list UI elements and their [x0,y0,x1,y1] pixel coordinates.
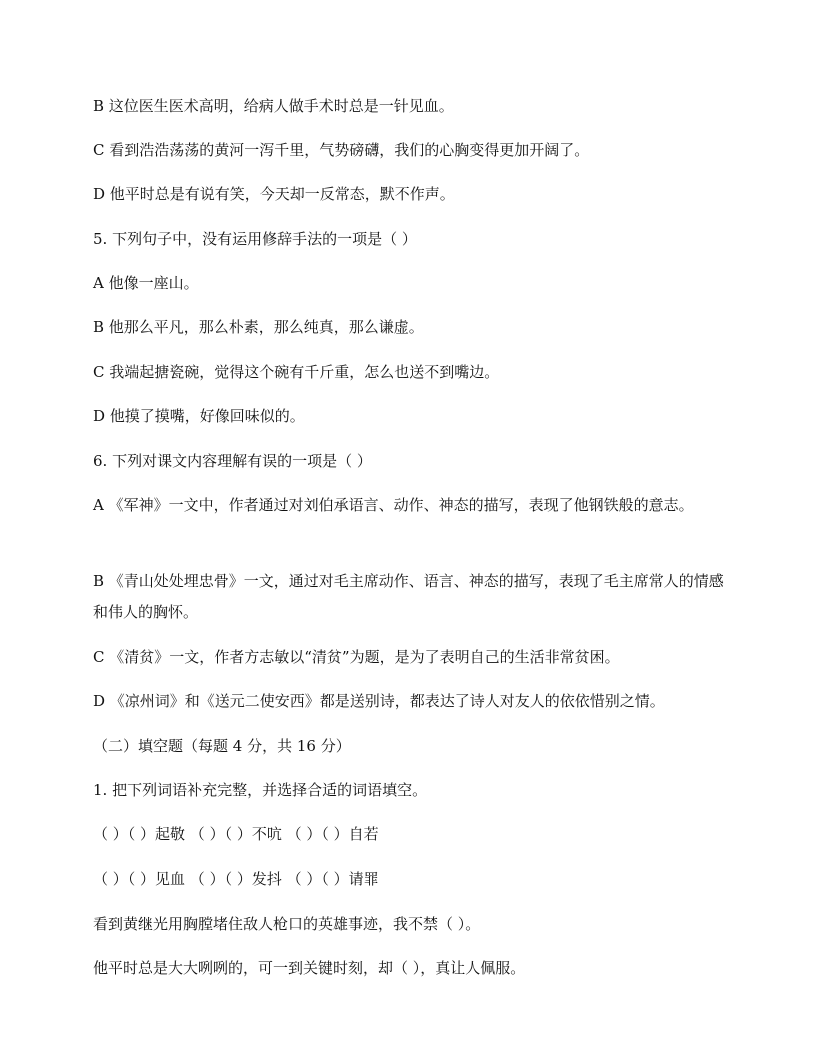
section-fill-blank-heading: （二）填空题（每题 4 分，共 16 分） [93,737,351,755]
q5-option-c: C 我端起搪瓷碗，觉得这个碗有千斤重，怎么也送不到嘴边。 [93,363,500,381]
q6-option-c: C 《清贫》一文，作者方志敏以“清贫”为题，是为了表明自己的生活非常贫困。 [93,648,620,666]
q5-option-d: D 他摸了摸嘴，好像回味似的。 [93,407,305,425]
word-blanks-row-1: （ ）（ ）起敬 （ ）（ ）不吭 （ ）（ ）自若 [93,825,379,843]
option-b-doctor: B 这位医生医术高明，给病人做手术时总是一针见血。 [93,97,454,115]
q6-option-b: B 《青山处处埋忠骨》一文，通过对毛主席动作、语言、神态的描写，表现了毛主席常人的情感和伟人的胸怀。 [93,572,724,621]
q6-option-a: A 《军神》一文中，作者通过对刘伯承语言、动作、神态的描写，表现了他钢铁般的意志。 [93,496,694,514]
q5-option-a: A 他像一座山。 [93,274,199,292]
question-5: 5. 下列句子中，没有运用修辞手法的一项是（ ） [93,230,417,248]
question-6: 6. 下列对课文内容理解有误的一项是（ ） [93,452,372,470]
fill-sentence-1: 看到黄继光用胸膛堵住敌人枪口的英雄事迹，我不禁（ ）。 [93,915,481,933]
word-blanks-row-2: （ ）（ ）见血 （ ）（ ）发抖 （ ）（ ）请罪 [93,870,379,888]
q5-option-b: B 他那么平凡，那么朴素，那么纯真，那么谦虚。 [93,318,424,336]
option-c-yellow-river: C 看到浩浩荡荡的黄河一泻千里，气势磅礴，我们的心胸变得更加开阔了。 [93,141,590,159]
fill-sentence-2: 他平时总是大大咧咧的，可一到关键时刻，却（ ），真让人佩服。 [93,959,526,977]
fill-question-1: 1. 把下列词语补充完整，并选择合适的词语填空。 [93,781,428,799]
option-d-unusual: D 他平时总是有说有笑，今天却一反常态，默不作声。 [93,185,455,203]
q6-option-d: D 《凉州词》和《送元二使安西》都是送别诗，都表达了诗人对友人的依依惜别之情。 [93,692,665,710]
